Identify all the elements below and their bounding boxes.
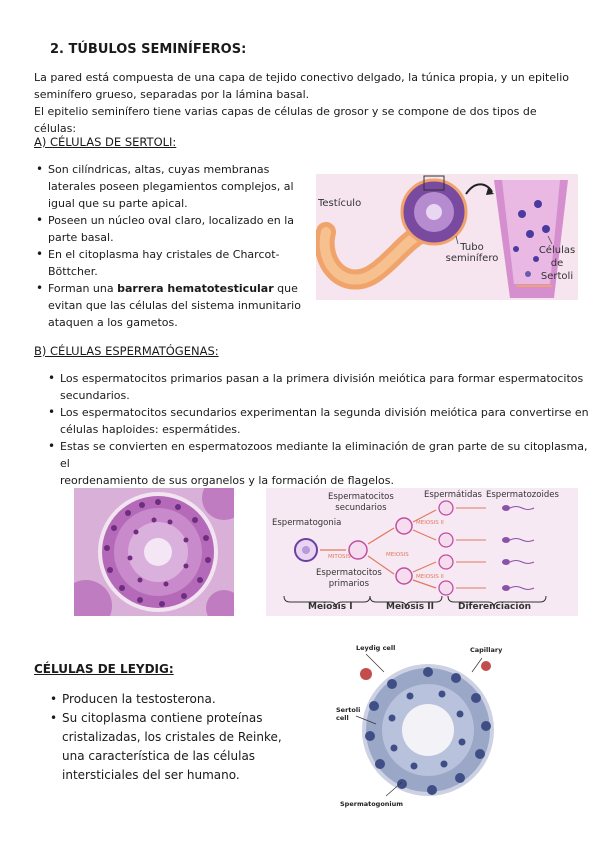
label-espermatidas: Espermátidas	[424, 490, 482, 500]
bold-term: barrera hematotesticular	[117, 282, 274, 295]
tubule-cross-section	[336, 644, 516, 812]
label-tubo: Tubo seminífero	[445, 242, 499, 264]
label-meiosis-2: Meiosis II	[386, 602, 434, 612]
leydig-list	[48, 690, 302, 785]
list-item: • Los espermatocitos secundarios experimentan la segunda división meiótica para convertirse en células haploides: espermátides.	[60, 404, 600, 438]
leydig-heading: CÉLULAS DE LEYDIG:	[34, 662, 174, 676]
list-item: • Poseen un núcleo oval claro, localizado en la parte basal.	[48, 212, 313, 246]
intro-paragraph	[34, 69, 579, 137]
spermatogenesis-diagram	[266, 488, 578, 616]
list-item: • Forman una barrera hematotesticular que evitan que las células del sistema inmunitario ataquen a los gametos.	[48, 280, 313, 331]
espermatogenas-heading: B) CÉLULAS ESPERMATÓGENAS:	[34, 344, 219, 358]
espermatogenas-list	[46, 370, 600, 489]
leydig-figure	[336, 644, 516, 812]
label-espermatogonia: Espermatogonia	[272, 518, 342, 528]
seminiferous-tubule-micrograph	[74, 488, 234, 616]
label-meiosis-ii-bottom: MEIOSIS II	[416, 574, 444, 580]
label-meiosis-1: Meiosis I	[308, 602, 353, 612]
label-celulas-sertoli: Células de Sertoli	[538, 245, 576, 282]
sertoli-heading: A) CÉLULAS DE SERTOLI:	[34, 135, 177, 149]
sertoli-figure	[316, 174, 578, 300]
label-meiosis: MEIOSIS	[386, 552, 409, 558]
spermatogenesis-flow	[266, 488, 578, 616]
label-leydig-cell: Leydig cell	[356, 644, 396, 652]
list-item: • Estas se convierten en espermatozoos mediante la eliminación de gran parte de su citoplasma, el reordenamiento de sus organelos y la formación de flagelos.	[60, 438, 600, 489]
histology-image	[74, 488, 234, 616]
label-primarios: Espermatocitos primarios	[316, 568, 382, 589]
label-sertoli-cell: Sertoli cell	[336, 706, 361, 722]
label-testiculo: Testículo	[318, 198, 362, 209]
label-mitosis: MITOSIS	[328, 554, 351, 560]
intro-line: La pared está compuesta de una capa de tejido conectivo delgado, la túnica propia, y un epitelio	[34, 71, 569, 84]
label-secundarios: Espermatocitos secundarios	[328, 492, 394, 513]
list-item: • Son cilíndricas, altas, cuyas membranas laterales poseen plegamientos complejos, al igual que su parte apical.	[48, 161, 313, 212]
intro-line: El epitelio seminífero tiene varias capas de células de grosor y se compone de dos tipos de células:	[34, 105, 537, 135]
label-meiosis-ii-top: MEIOSIS II	[416, 520, 444, 526]
sertoli-list	[34, 161, 313, 331]
label-diferenciacion: Diferenciación	[458, 602, 532, 612]
list-item: • Su citoplasma contiene proteínas cristalizadas, los cristales de Reinke, una característica de las células intersticiales del ser humano.	[62, 709, 302, 785]
label-espermatozoides: Espermatozoides	[486, 490, 559, 500]
list-item: • Producen la testosterona.	[62, 690, 302, 709]
section-title: 2. TÚBULOS SEMINÍFEROS:	[50, 42, 247, 57]
label-spermatogonium: Spermatogonium	[340, 800, 404, 808]
list-item: • Los espermatocitos primarios pasan a la primera división meiótica para formar espermatocitos secundarios.	[60, 370, 600, 404]
label-capillary: Capillary	[470, 646, 503, 654]
intro-line: seminífero grueso, separadas por la lámina basal.	[34, 88, 310, 101]
list-item: • En el citoplasma hay cristales de Charcot- Böttcher.	[48, 246, 313, 280]
